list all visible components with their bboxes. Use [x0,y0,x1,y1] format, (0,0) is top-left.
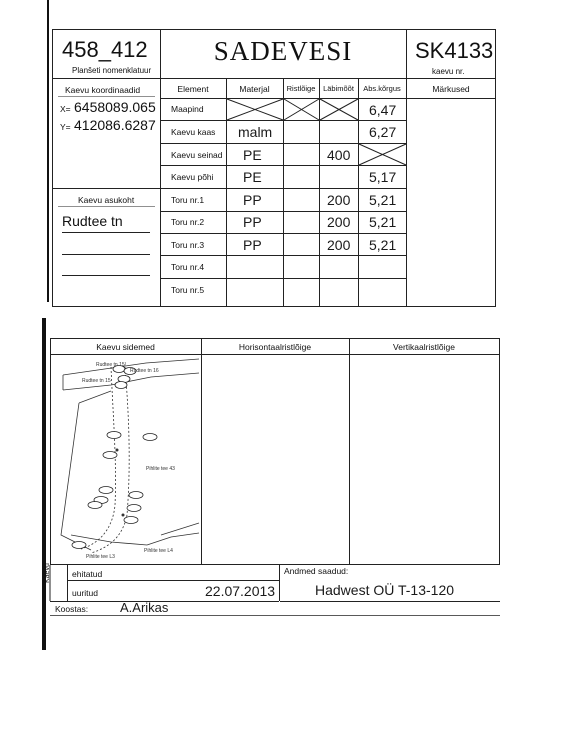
x-value: 6458089.065 [74,99,156,115]
row-material: PE [243,169,262,185]
row-abs-height: 6,47 [369,102,397,118]
coordinates-heading: Kaevu koordinaadid [65,85,141,95]
sketch-col-connections: Kaevu sidemed [96,342,155,352]
compiled-value: A.Arikas [120,600,169,615]
sketch-col-vertical: Vertikaalristlõige [393,342,455,352]
map-label-street-mid: Pihlite tee 43 [146,466,175,472]
map-label-street-bottom-b: Pihlite tee L3 [86,554,115,560]
row-element: Toru nr.5 [171,285,205,295]
row-element: Kaevu seinad [171,150,223,160]
plansheet-number: 458_412 [62,37,148,62]
page-title: SADEVESI [213,36,353,66]
manhole-markers [72,366,157,549]
row-diameter: 200 [327,214,351,230]
col-header-remarks: Märkused [432,84,470,94]
row-material: PP [243,192,262,208]
compiled-label: Koostas: [55,604,89,614]
surveyed-label: uuritud [72,588,98,598]
row-diameter: 200 [327,237,351,253]
row-material: PP [243,214,262,230]
location-heading: Kaevu asukoht [78,195,135,205]
map-label-street-a: Rudtee tn 15/ [96,362,127,368]
location-value: Rudtee tn [62,213,123,229]
well-number: SK4133 [415,38,494,63]
row-element: Toru nr.2 [171,217,205,227]
row-abs-height: 5,21 [369,192,397,208]
well-number-caption: kaevu nr. [432,67,465,76]
row-material: PE [243,147,262,163]
col-header-diameter: Läbimõõt [323,84,354,93]
x-label: X= [60,104,71,114]
data-from-label: Andmed saadud: [284,566,349,576]
map-label-street-bottom-a: Pihlite tee L4 [144,548,173,554]
row-diameter: 200 [327,192,351,208]
footer-side-label: Kaevu [44,563,51,583]
col-header-element: Element [177,84,209,94]
y-value: 412086.6287 [74,117,156,133]
y-label: Y= [60,122,71,132]
map-label-street-b: Rudtee tn 15 [82,378,111,384]
row-element: Kaevu põhi [171,172,214,182]
row-element: Toru nr.4 [171,262,205,272]
site-sketch [51,355,201,564]
built-label: ehitatud [72,569,103,579]
row-element: Toru nr.1 [171,195,205,205]
col-header-material: Materjal [239,84,270,94]
row-abs-height: 6,27 [369,124,397,140]
plansheet-caption: Planšeti nomenklatuur [72,66,152,75]
row-element: Toru nr.3 [171,240,205,250]
map-label-street-c: Rudtee tn 16 [130,368,159,374]
row-material: malm [238,124,273,140]
row-abs-height: 5,17 [369,169,397,185]
data-from-value: Hadwest OÜ T-13-120 [315,582,455,598]
row-material: PP [243,237,262,253]
sketch-col-horizontal: Horisontaalristlõige [238,342,312,352]
surveyed-date: 22.07.2013 [205,583,276,599]
col-header-abs-height: Abs.kõrgus [363,84,401,93]
row-abs-height: 5,21 [369,214,397,230]
row-element: Kaevu kaas [171,127,216,137]
row-diameter: 400 [327,147,351,163]
row-abs-height: 5,21 [369,237,397,253]
col-header-cross-section: Ristlõige [286,84,316,93]
row-element: Maapind [171,104,204,114]
